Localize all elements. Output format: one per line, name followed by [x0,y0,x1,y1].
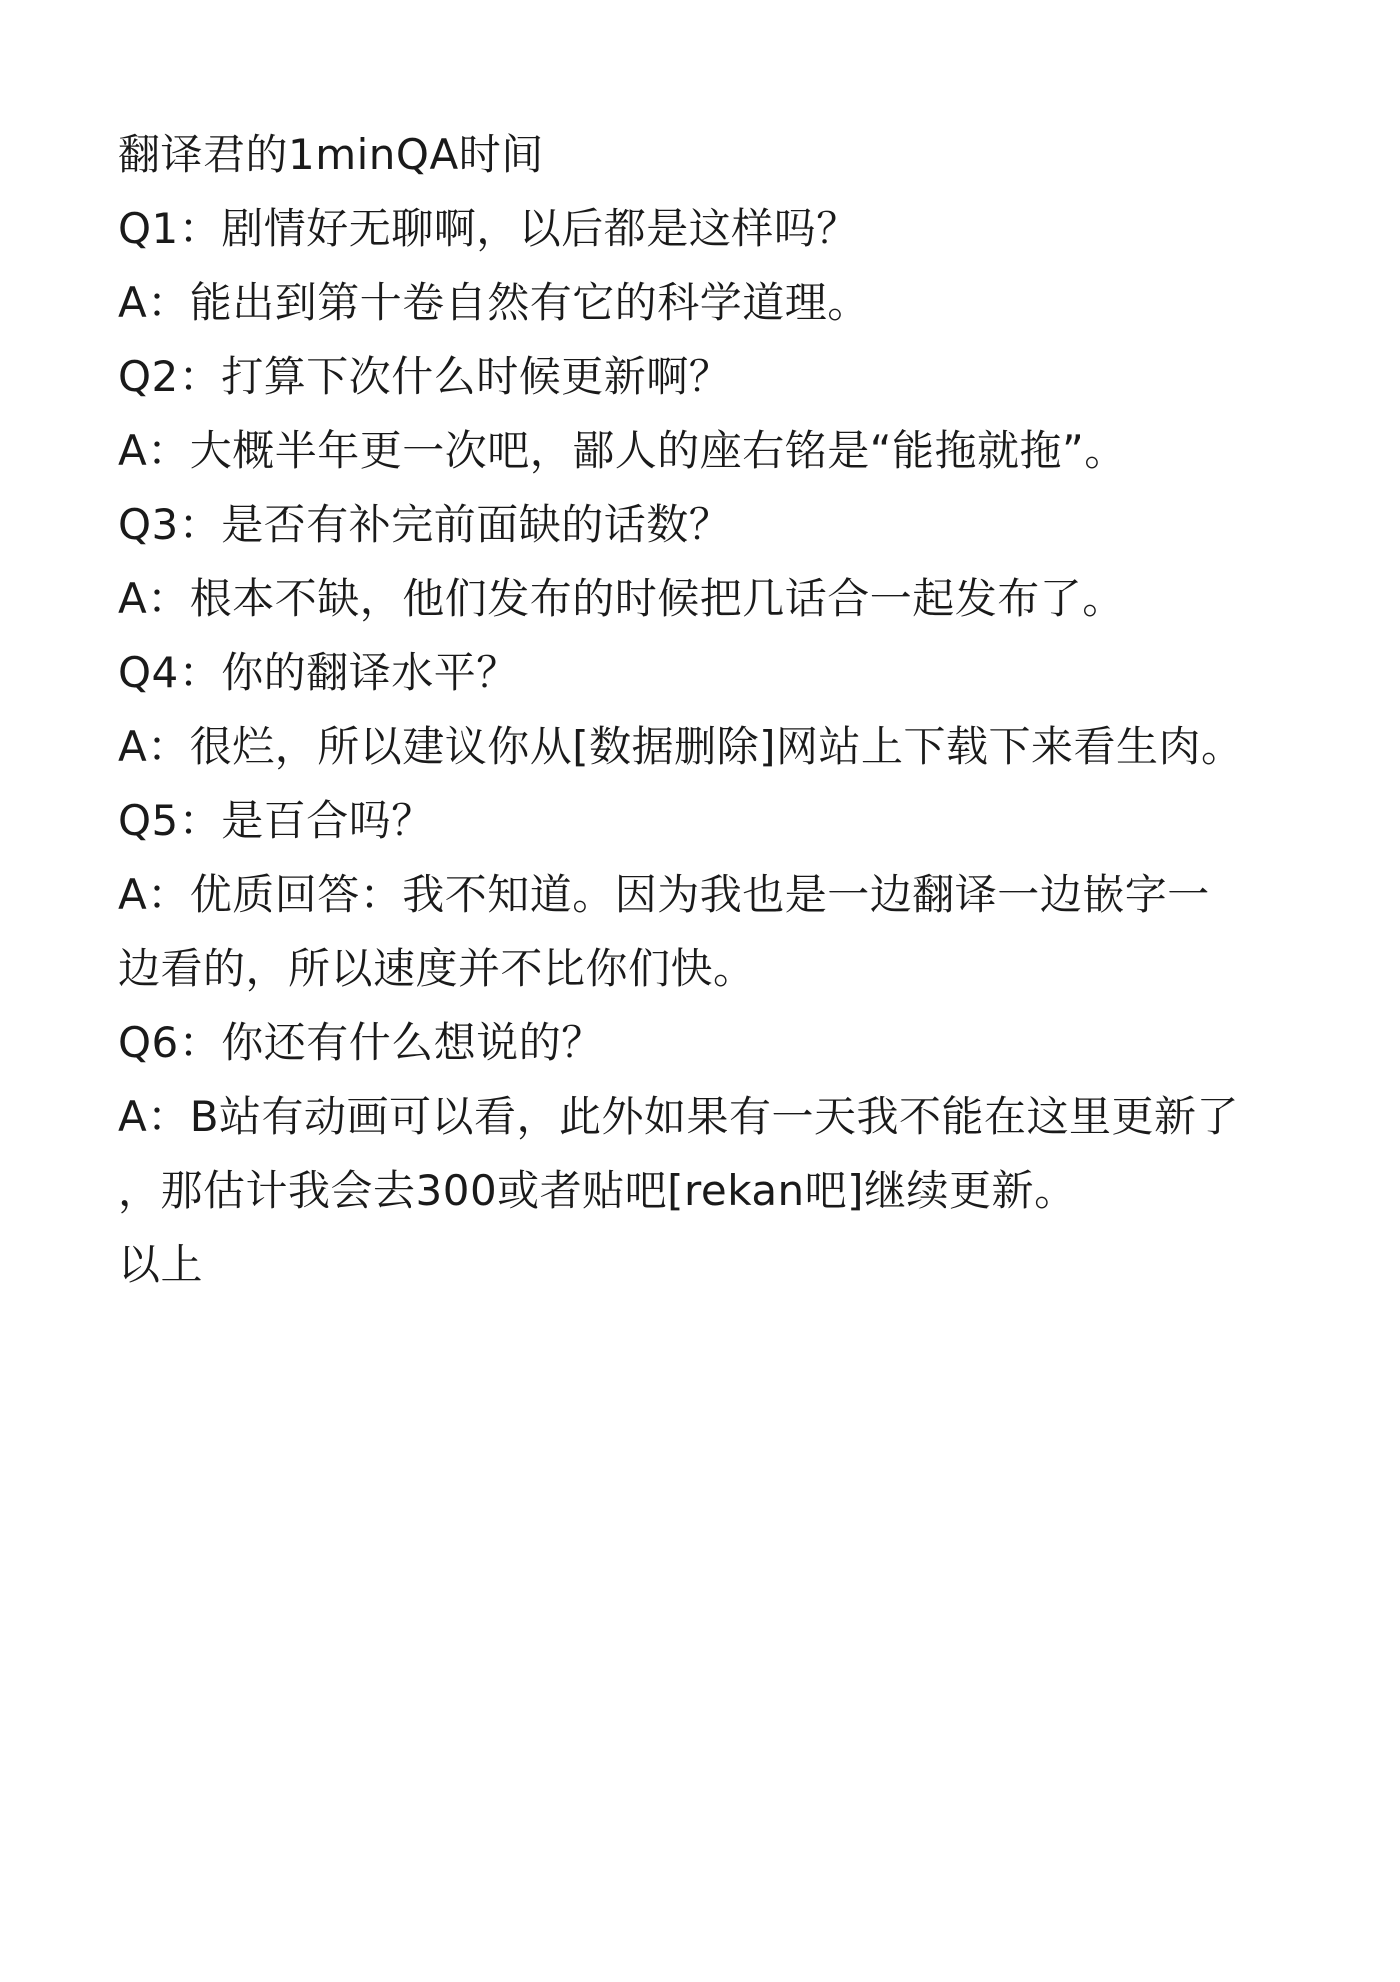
question-2: Q2：打算下次什么时候更新啊？ [118,352,732,401]
question-1: Q1：剧情好无聊啊，以后都是这样吗？ [118,204,859,253]
document-title: 翻译君的1minQA时间 [118,130,544,179]
answer-1: A：能出到第十卷自然有它的科学道理。 [118,278,870,327]
answer-6-line-1: A：B站有动画可以看，此外如果有一天我不能在这里更新了 [118,1092,1240,1141]
closing-line: 以上 [118,1240,204,1289]
answer-2: A：大概半年更一次吧，鄙人的座右铭是“能拖就拖”。 [118,426,1127,475]
answer-6-line-2: ，那估计我会去300或者贴吧[rekan吧]继续更新。 [118,1166,1077,1215]
question-6: Q6：你还有什么想说的？ [118,1018,604,1067]
qa-text-block [118,118,1358,1302]
answer-5-line-2: 边看的，所以速度并不比你们快。 [118,944,756,993]
answer-3: A：根本不缺，他们发布的时候把几话合一起发布了。 [118,574,1125,623]
answer-5-line-1: A：优质回答：我不知道。因为我也是一边翻译一边嵌字一 [118,870,1210,919]
question-3: Q3：是否有补完前面缺的话数？ [118,500,732,549]
question-4: Q4：你的翻译水平？ [118,648,519,697]
answer-4: A：很烂，所以建议你从[数据删除]网站上下载下来看生肉。 [118,722,1244,771]
question-5: Q5：是百合吗？ [118,796,434,845]
